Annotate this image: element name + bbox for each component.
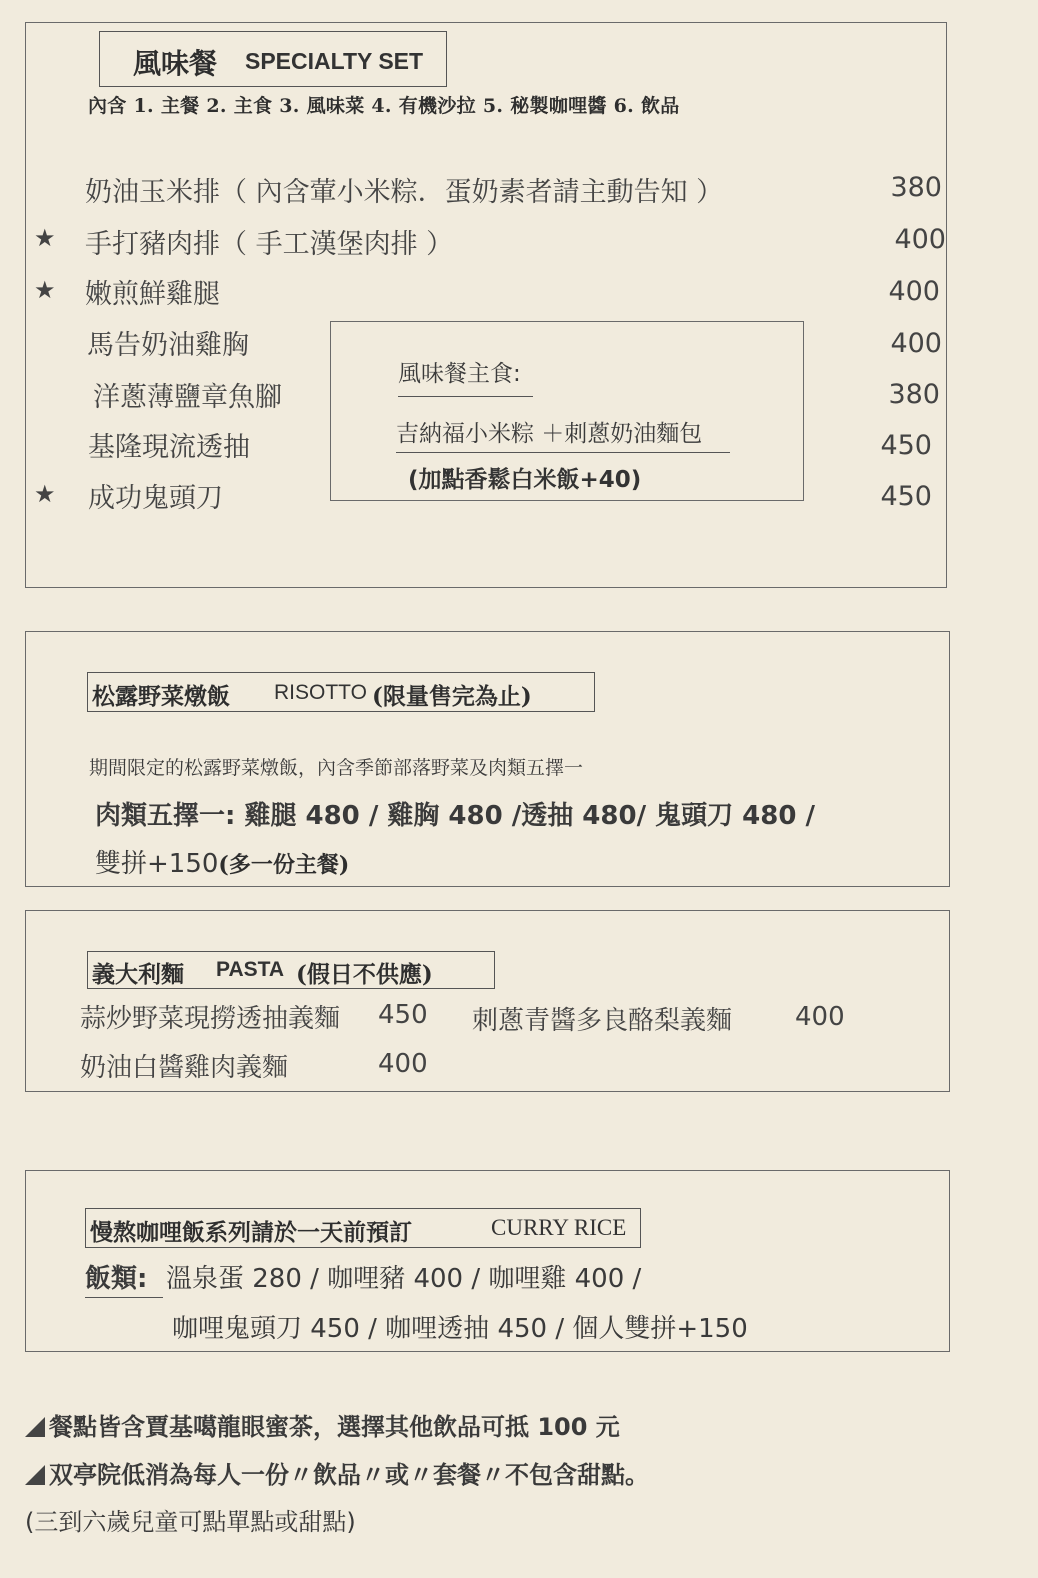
specialty-item-name: 嫩煎鮮雞腿 — [85, 279, 220, 310]
specialty-item-name: 手打豬肉排（ 手工漢堡肉排 ） — [85, 229, 454, 260]
note-children: (三到六歲兒童可點單點或甜點) — [25, 1508, 356, 1536]
specialty-title-en: SPECIALTY SET — [245, 48, 424, 74]
risotto-title-zh: 松露野菜燉飯 — [92, 683, 230, 710]
pasta-item-price: 450 — [378, 1000, 428, 1030]
star-icon: ★ — [34, 480, 56, 508]
staple-box — [330, 321, 804, 501]
pasta-item-price: 400 — [795, 1002, 845, 1032]
risotto-title-en: RISOTTO — [274, 681, 367, 704]
triangle-bullet-icon — [25, 1465, 45, 1485]
curry-line2: 咖哩鬼頭刀 450 / 咖哩透抽 450 / 個人雙拼+150 — [172, 1314, 748, 1344]
risotto-title-note: (限量售完為止) — [372, 683, 532, 710]
specialty-item-name: 馬告奶油雞胸 — [87, 330, 249, 361]
pasta-title-zh: 義大利麵 — [92, 961, 184, 988]
pasta-title-box — [87, 951, 495, 989]
curry-title-box — [85, 1208, 641, 1248]
note-text: 餐點皆含賈基噶龍眼蜜茶，選擇其他飲品可抵 100 元 — [49, 1413, 620, 1441]
specialty-title-box — [99, 31, 447, 87]
specialty-item-price: 450 — [880, 430, 932, 461]
specialty-item-price: 450 — [880, 481, 932, 512]
risotto-desc: 期間限定的松露野菜燉飯，內含季節部落野菜及肉類五擇一 — [89, 757, 584, 779]
specialty-item-name: 成功鬼頭刀 — [88, 483, 223, 514]
specialty-item-price: 400 — [894, 224, 946, 255]
star-icon: ★ — [34, 224, 56, 252]
staple-line1: 吉納福小米粽 ＋刺蔥奶油麵包 — [396, 415, 730, 453]
star-icon: ★ — [34, 276, 56, 304]
pasta-title-en: PASTA — [216, 958, 285, 981]
specialty-title-zh: 風味餐 — [133, 47, 218, 80]
staple-line2: (加點香鬆白米飯+40) — [408, 467, 642, 493]
triangle-bullet-icon — [25, 1417, 45, 1437]
risotto-line1: 肉類五擇一: 雞腿 480 / 雞胸 480 /透抽 480/ 鬼頭刀 480 / — [95, 801, 815, 831]
pasta-item-price: 400 — [378, 1049, 428, 1079]
specialty-item-price: 400 — [890, 328, 942, 359]
curry-title-en: CURRY RICE — [491, 1215, 627, 1240]
note-text: 双亭院低消為每人一份〃飲品〃或〃套餐〃不包含甜點。 — [49, 1461, 649, 1489]
specialty-item-name: 基隆現流透抽 — [88, 432, 250, 463]
note-minimum — [25, 1455, 649, 1490]
risotto-line2 — [95, 843, 349, 880]
curry-line1: 溫泉蛋 280 / 咖哩豬 400 / 咖哩雞 400 / — [166, 1264, 642, 1294]
specialty-item-price: 400 — [888, 276, 940, 307]
risotto-combo-note: (多一份主餐) — [218, 852, 350, 878]
specialty-item-name: 洋蔥薄鹽章魚腳 — [93, 382, 282, 413]
specialty-item-price: 380 — [890, 172, 942, 203]
pasta-item-name: 奶油白醬雞肉義麵 — [80, 1053, 289, 1083]
risotto-title-box — [87, 672, 595, 712]
curry-title-zh: 慢熬咖哩飯系列請於一天前預訂 — [90, 1219, 412, 1246]
pasta-item-name: 蒜炒野菜現撈透抽義麵 — [80, 1004, 341, 1034]
staple-title: 風味餐主食: — [398, 355, 533, 397]
specialty-item-price: 380 — [888, 379, 940, 410]
curry-rice-label: 飯類: — [85, 1258, 163, 1298]
specialty-includes: 內含 1. 主餐 2. 主食 3. 風味菜 4. 有機沙拉 5. 秘製咖哩醬 6. 飲品 — [88, 95, 680, 117]
specialty-item-name: 奶油玉米排（ 內含葷小米粽．蛋奶素者請主動告知 ） — [85, 177, 724, 208]
pasta-item-name: 刺蔥青醬多良酪梨義麵 — [472, 1006, 733, 1036]
pasta-title-note: (假日不供應) — [296, 961, 433, 988]
risotto-combo-price: 雙拼+150 — [95, 849, 219, 879]
note-drink — [25, 1407, 620, 1442]
